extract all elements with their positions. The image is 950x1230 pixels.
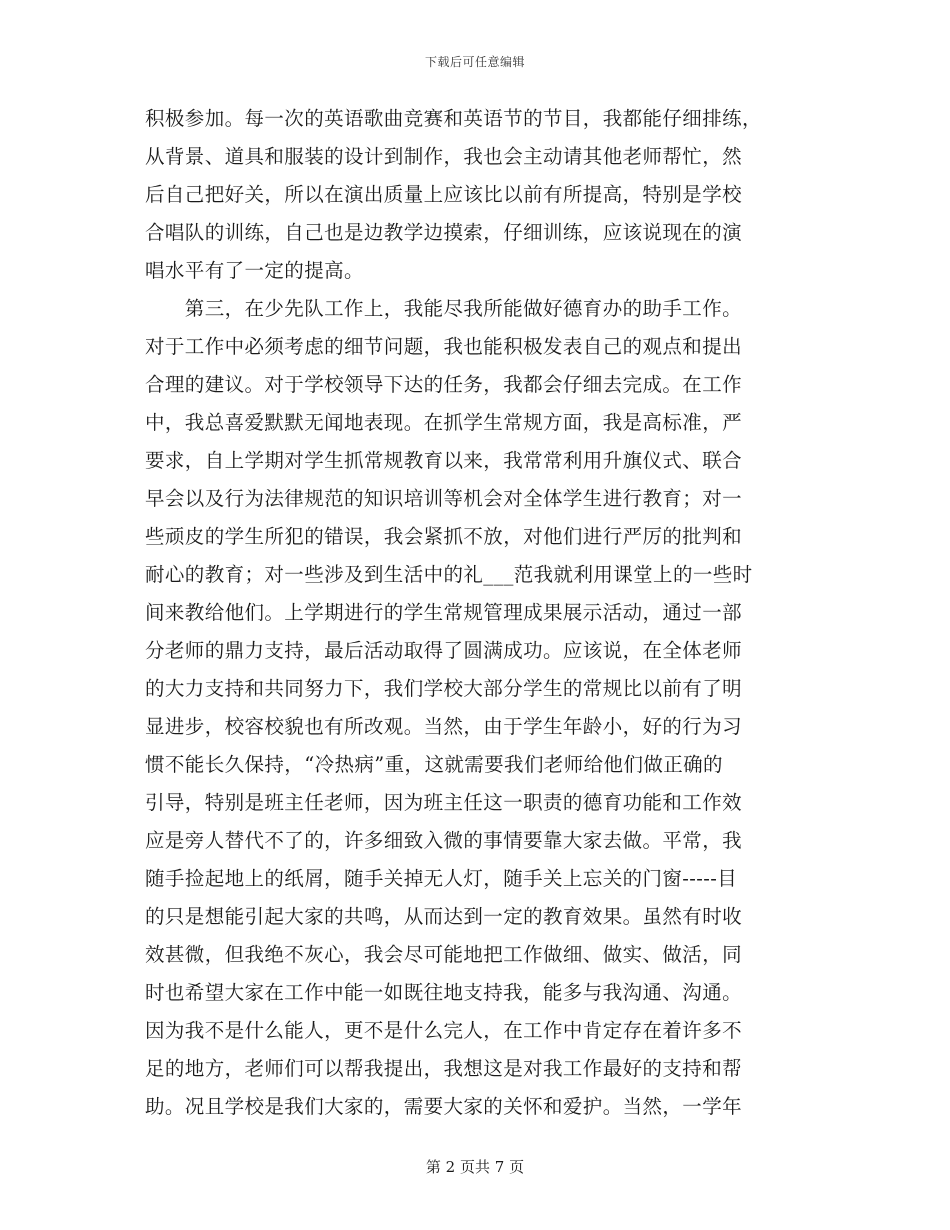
text-line: 早会以及行为法律规范的知识培训等机会对全体学生进行教育；对一 <box>145 487 743 510</box>
text-line: 因为我不是什么能人，更不是什么完人，在工作中肯定存在着许多不 <box>145 1019 743 1042</box>
text-line: 唱水平有了一定的提高。 <box>145 259 364 282</box>
text-line: 从背景、道具和服装的设计到制作，我也会主动请其他老师帮忙，然 <box>145 145 743 168</box>
text-line: 时也希望大家在工作中能一如既往地支持我，能多与我沟通、沟通。 <box>145 981 743 1004</box>
page-number: 第 2 页共 7 页 <box>425 1158 525 1176</box>
text-line: 的大力支持和共同努力下，我们学校大部分学生的常规比以前有了明 <box>145 677 743 700</box>
text-line: 惯不能长久保持，“冷热病”重，这就需要我们老师给他们做正确的 <box>145 753 723 776</box>
text-line: 足的地方，老师们可以帮我提出，我想这是对我工作最好的支持和帮 <box>145 1057 743 1080</box>
text-line: 应是旁人替代不了的，许多细致入微的事情要靠大家去做。平常，我 <box>145 829 743 852</box>
text-line: 的只是想能引起大家的共鸣，从而达到一定的教育效果。虽然有时收 <box>145 905 743 928</box>
text-line: 些顽皮的学生所犯的错误，我会紧抓不放，对他们进行严厉的批判和 <box>145 525 743 548</box>
text-line: 显进步，校容校貌也有所改观。当然，由于学生年龄小，好的行为习 <box>145 715 743 738</box>
text-line: 要求，自上学期对学生抓常规教育以来，我常常利用升旗仪式、联合 <box>145 449 743 472</box>
text-line: 引导，特别是班主任老师，因为班主任这一职责的德育功能和工作效 <box>145 791 743 814</box>
text-line: 第三，在少先队工作上，我能尽我所能做好德育办的助手工作。 <box>145 297 743 320</box>
text-line: 中，我总喜爱默默无闻地表现。在抓学生常规方面，我是高标准，严 <box>145 411 743 434</box>
text-line: 合理的建议。对于学校领导下达的任务，我都会仔细去完成。在工作 <box>145 373 743 396</box>
text-line: 后自己把好关，所以在演出质量上应该比以前有所提高，特别是学校 <box>145 183 743 206</box>
text-line: 效甚微，但我绝不灰心，我会尽可能地把工作做细、做实、做活，同 <box>145 943 743 966</box>
document-body <box>145 100 807 1126</box>
text-line: 合唱队的训练，自己也是边教学边摸索，仔细训练，应该说现在的演 <box>145 221 743 244</box>
text-line: 耐心的教育；对一些涉及到生活中的礼___范我就利用课堂上的一些时 <box>145 563 753 586</box>
text-line: 间来教给他们。上学期进行的学生常规管理成果展示活动，通过一部 <box>145 601 743 624</box>
text-line: 分老师的鼎力支持，最后活动取得了圆满成功。应该说，在全体老师 <box>145 639 743 662</box>
text-line: 积极参加。每一次的英语歌曲竞赛和英语节的节目，我都能仔细排练， <box>145 107 762 130</box>
text-line: 对于工作中必须考虑的细节问题，我也能积极发表自己的观点和提出 <box>145 335 743 358</box>
text-line: 随手捡起地上的纸屑，随手关掉无人灯，随手关上忘关的门窗-----目 <box>145 867 738 890</box>
page-header-note: 下载后可任意编辑 <box>424 55 525 69</box>
text-line: 助。况且学校是我们大家的，需要大家的关怀和爱护。当然，一学年 <box>145 1095 743 1118</box>
